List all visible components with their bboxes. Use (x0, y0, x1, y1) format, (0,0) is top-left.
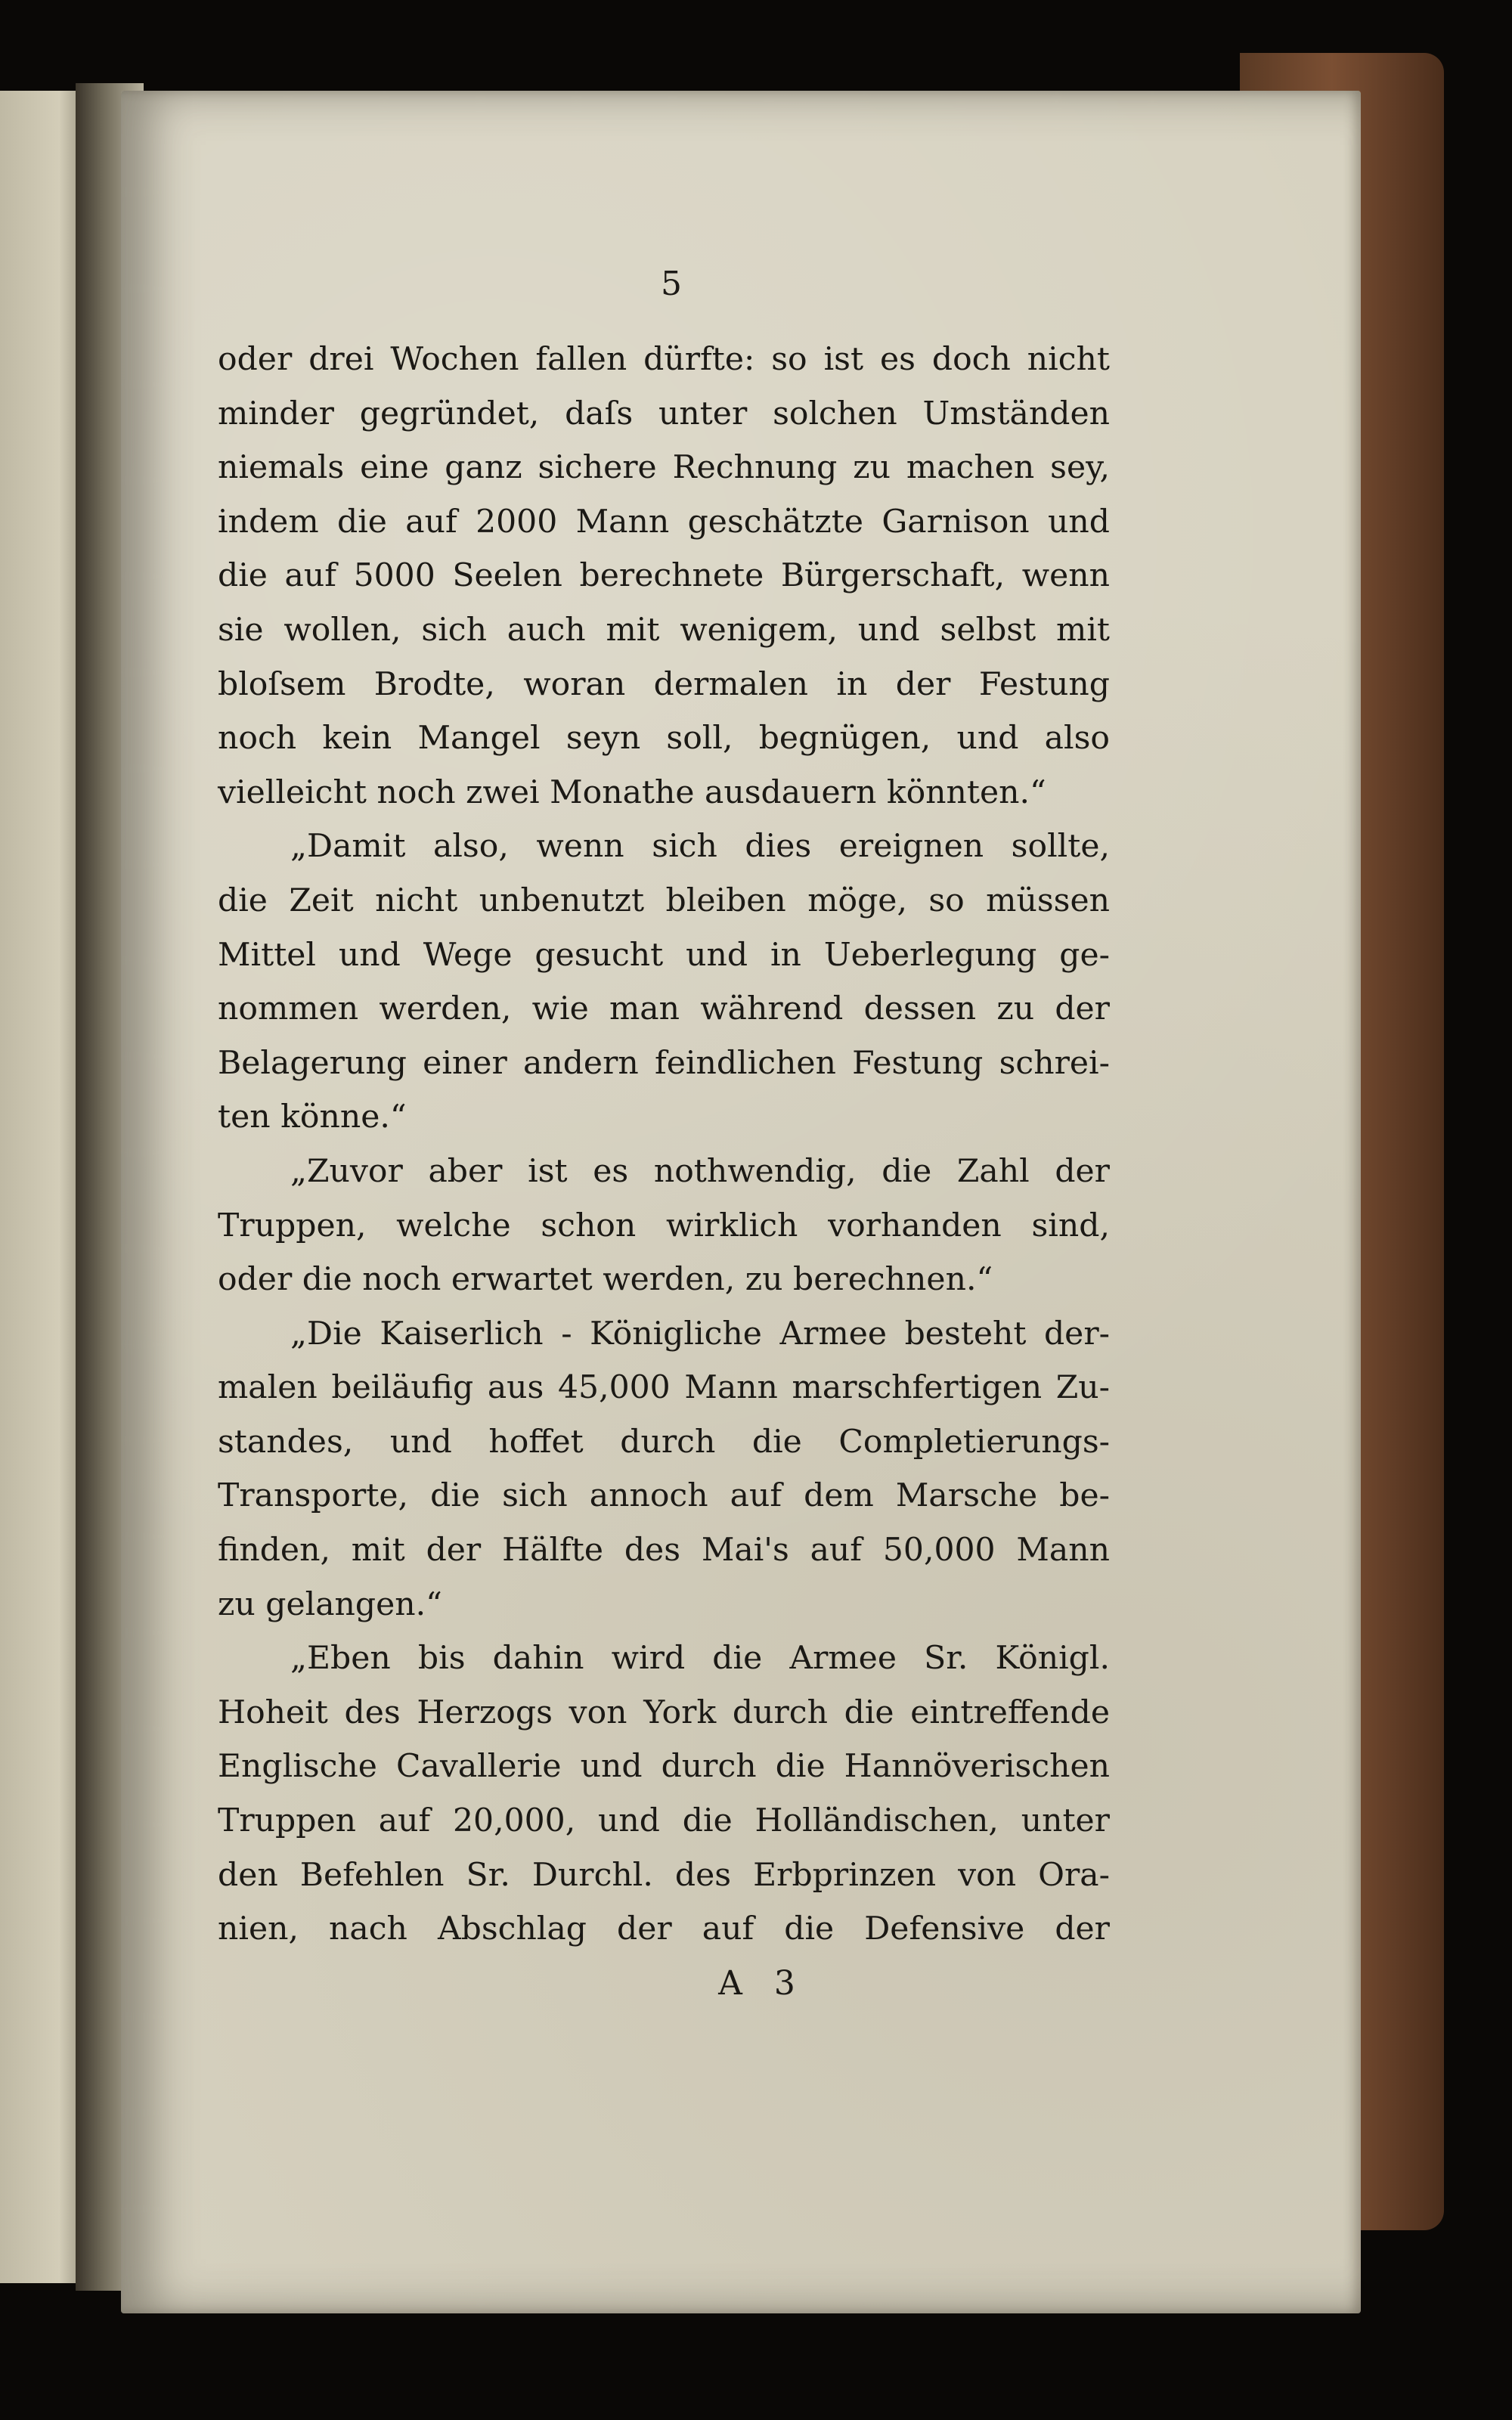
text-line: Transporte, die sich annoch auf dem Marsche be- (218, 1477, 1110, 1515)
text-line: minder gegründet, daſs unter solchen Umständen (218, 395, 1110, 432)
text-line: noch kein Mangel seyn soll, begnügen, und also (218, 720, 1110, 758)
text-line: die Zeit nicht unbenutzt bleiben möge, so müssen (218, 882, 1110, 919)
text-line: „Zuvor aber ist es nothwendig, die Zahl der (290, 1152, 1110, 1190)
text-line: vielleicht noch zwei Monathe ausdauern könnten.“ (218, 773, 1046, 811)
text-line: „Die Kaiserlich - Königliche Armee besteht der- (290, 1315, 1110, 1353)
text-line: bloſsem Brodte, woran dermalen in der Festung (218, 665, 1110, 703)
text-line: Mittel und Wege gesucht und in Ueberlegung ge- (218, 936, 1110, 974)
text-line: indem die auf 2000 Mann geschätzte Garnison und (218, 503, 1110, 541)
text-line: Belagerung einer andern feindlichen Festung schrei- (218, 1044, 1110, 1082)
page-number: 5 (661, 265, 682, 303)
text-line: finden, mit der Hälfte des Mai's auf 50,000 Mann (218, 1532, 1110, 1569)
printer-signature-mark: A 3 (718, 1964, 806, 2003)
text-line: ten könne.“ (218, 1098, 407, 1136)
text-line: zu gelangen.“ (218, 1585, 442, 1623)
text-line: niemals eine ganz sichere Rechnung zu machen sey, (218, 449, 1110, 487)
text-line: oder die noch erwartet werden, zu berechnen.“ (218, 1261, 993, 1299)
text-line: die auf 5000 Seelen berechnete Bürgerschaft, wenn (218, 557, 1110, 595)
page-body-text (218, 333, 1110, 1957)
text-line: Truppen, welche schon wirklich vorhanden sind, (218, 1207, 1110, 1244)
text-line: nien, nach Abschlag der auf die Defensive der (218, 1910, 1110, 1948)
facing-page-edge (0, 91, 85, 2283)
text-line: den Befehlen Sr. Durchl. des Erbprinzen von Ora- (218, 1856, 1110, 1894)
text-line: malen beiläufig aus 45,000 Mann marschfertigen Zu- (218, 1369, 1110, 1407)
text-line: „Damit also, wenn sich dies ereignen sollte, (290, 828, 1110, 866)
text-line: sie wollen, sich auch mit wenigem, und selbst mit (218, 611, 1110, 649)
text-line: Truppen auf 20,000, und die Holländischen, unter (218, 1802, 1110, 1840)
text-line: standes, und hoffet durch die Completierungs- (218, 1423, 1110, 1461)
text-line: oder drei Wochen fallen dürfte: so ist es doch nicht (218, 341, 1110, 378)
text-line: Hoheit des Herzogs von York durch die eintreffende (218, 1693, 1110, 1731)
text-line: nommen werden, wie man während dessen zu der (218, 990, 1110, 1028)
text-line: Englische Cavallerie und durch die Hannöverischen (218, 1748, 1110, 1786)
text-line: „Eben bis dahin wird die Armee Sr. Königl. (290, 1640, 1110, 1678)
